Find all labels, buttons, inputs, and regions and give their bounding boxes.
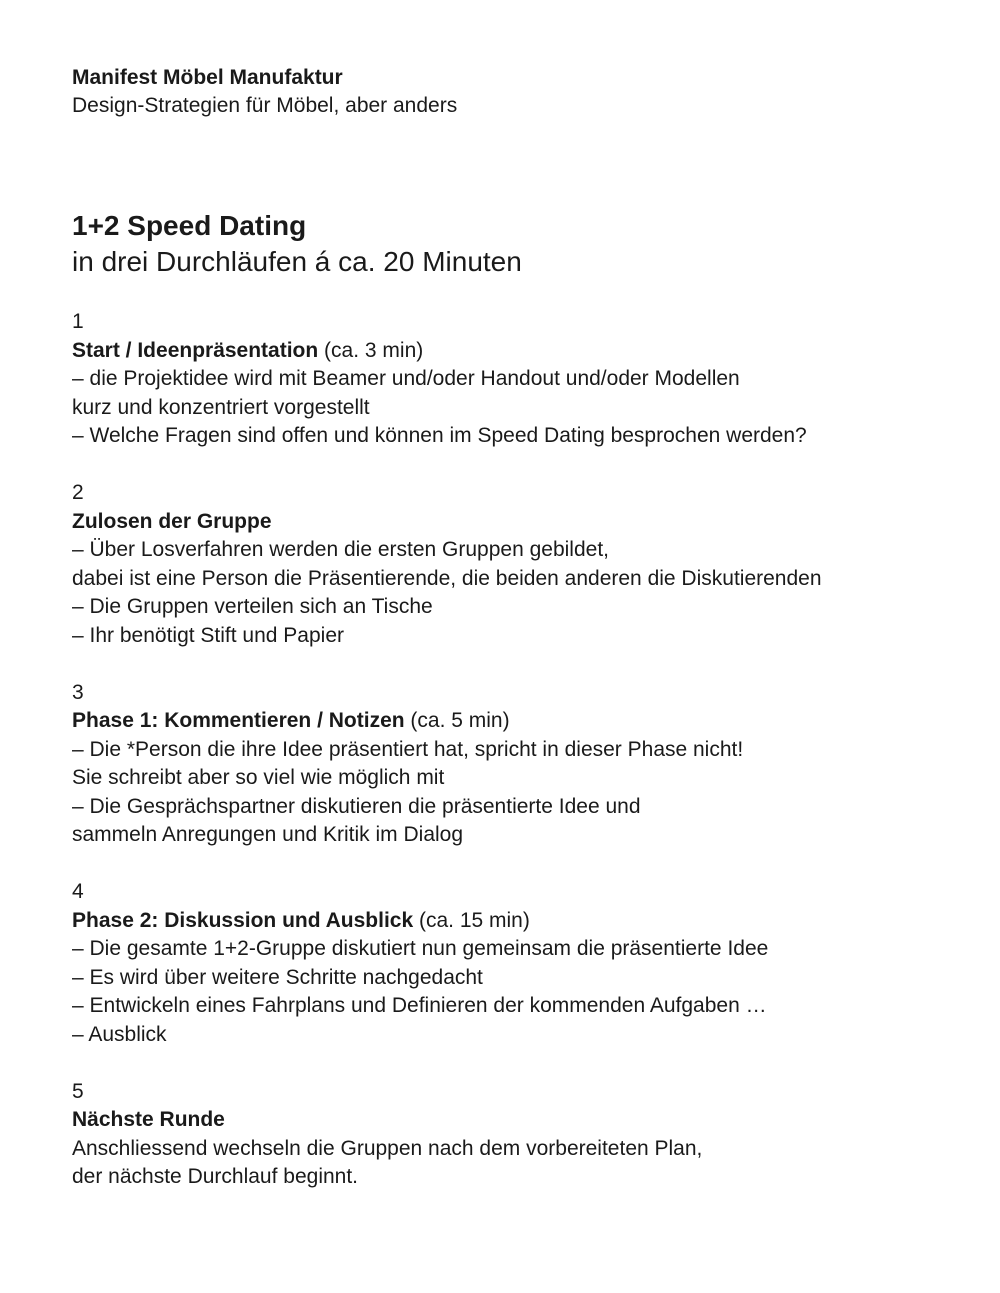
step-line: – Die *Person die ihre Idee präsentiert hat, spricht in dieser Phase nicht! [72,737,744,761]
step-number: 4 [72,880,84,903]
step-item [72,479,960,650]
step-heading [72,907,960,936]
step-number: 1 [72,310,84,333]
document-title: 1+2 Speed Dating [72,210,307,241]
step-number: 3 [72,680,84,704]
step-item [72,1078,960,1192]
step-line: dabei ist eine Person die Präsentierende, die beiden anderen die Diskutierenden [72,566,822,590]
header-title: Manifest Möbel Manufaktur [72,66,343,89]
step-line: – Ihr benötigt Stift und Papier [72,623,345,647]
step-line: Anschliessend wechseln die Gruppen nach dem vorbereiteten Plan, [72,1136,703,1160]
step-line: sammeln Anregungen und Kritik im Dialog [72,823,464,846]
step-line: – Die Gruppen verteilen sich an Tische [72,595,433,618]
step-number: 5 [72,1079,84,1103]
step-line: – Ausblick [72,1022,167,1046]
step-title: Zulosen der Gruppe [72,509,272,533]
step-line: Sie schreibt aber so viel wie möglich mit [72,766,445,789]
step-title: Nächste Runde [72,1108,225,1131]
step-line: kurz und konzentriert vorgestellt [72,395,370,419]
step-line: – Die gesamte 1+2-Gruppe diskutiert nun gemeinsam die präsentierte Idee [72,937,769,960]
header-subtitle: Design-Strategien für Möbel, aber anders [72,94,458,117]
step-heading [72,337,960,366]
step-line: der nächste Durchlauf beginnt. [72,1165,359,1188]
step-number: 2 [72,481,84,504]
document-header [72,64,960,120]
step-line: – Entwickeln eines Fahrplans und Definieren der kommenden Aufgaben … [72,994,767,1017]
document-subtitle: in drei Durchläufen á ca. 20 Minuten [72,246,522,277]
step-line: – Welche Fragen sind offen und können im Speed Dating besprochen werden? [72,424,807,447]
step-line: – Über Losverfahren werden die ersten Gruppen gebildet, [72,538,609,561]
step-line: – die Projektidee wird mit Beamer und/oder Handout und/oder Modellen [72,367,740,390]
step-heading [72,707,960,736]
step-title: Start / Ideenpräsentation [72,338,319,362]
step-item [72,878,960,1049]
step-item [72,679,960,850]
step-duration: (ca. 5 min) [404,709,510,732]
step-title: Phase 1: Kommentieren / Notizen [72,709,405,732]
document-heading [72,208,960,280]
step-heading [72,508,960,537]
step-heading [72,1106,960,1135]
step-title: Phase 2: Diskussion und Ausblick [72,908,414,932]
step-duration: (ca. 15 min) [413,908,530,932]
step-line: – Es wird über weitere Schritte nachgedacht [72,965,483,989]
step-item [72,308,960,451]
step-duration: (ca. 3 min) [318,338,424,362]
step-list [72,308,960,1192]
step-line: – Die Gesprächspartner diskutieren die präsentierte Idee und [72,794,641,818]
